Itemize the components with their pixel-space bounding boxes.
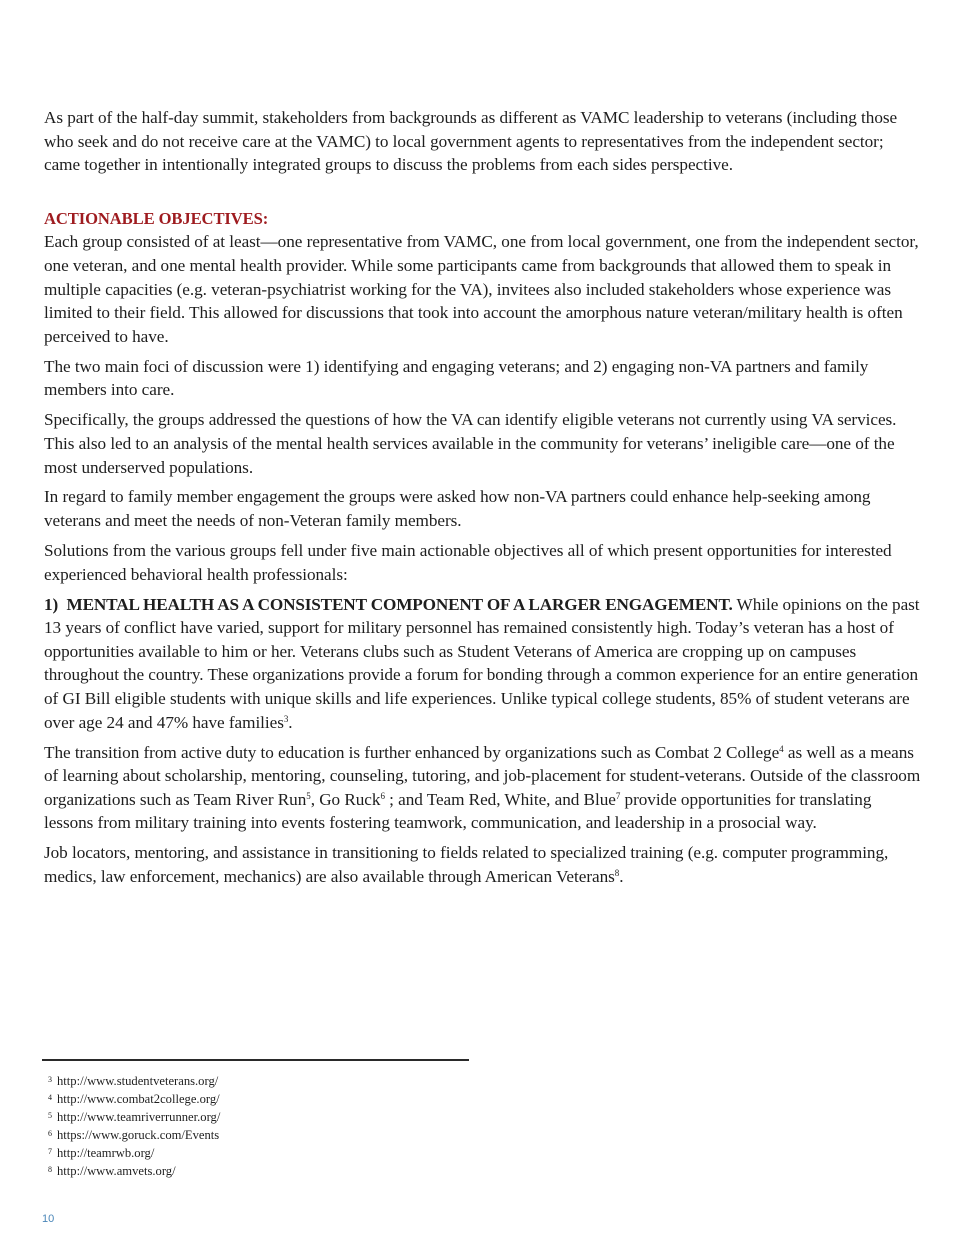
footnote-number: 5 [48, 1111, 52, 1121]
footnote-5 [48, 1109, 220, 1127]
jobs-paragraph [44, 841, 922, 888]
footnote-number: 4 [48, 1093, 52, 1103]
eligibility-paragraph: Specifically, the groups addressed the questions of how the VA can identify eligible veterans not currently using VA services. This also led to an analysis of the mental health services available in the community for veterans’ ineligible care—one of the most underserved populations. [44, 410, 897, 477]
family-engagement-paragraph: In regard to family member engagement the groups were asked how non-VA partners could enhance help-seeking among veterans and meet the needs of non-Veteran family members. [44, 487, 871, 531]
footnotes [48, 1073, 220, 1182]
footnote-ref-8[interactable]: 8 [614, 867, 620, 878]
footnote-4 [48, 1091, 220, 1109]
transition-text-d: ; and Team Red, White, and Blue [384, 789, 616, 809]
footnote-number: 8 [48, 1165, 52, 1175]
footnote-ref-5[interactable]: 5 [306, 790, 311, 801]
solutions-paragraph: Solutions from the various groups fell under five main actionable objectives all of which present opportunities for interested experienced behavioral health professionals: [44, 541, 892, 584]
footnote-3 [48, 1073, 220, 1091]
footnote-ref-3[interactable]: 3 [283, 713, 289, 724]
footnote-link[interactable]: http://teamrwb.org/ [57, 1146, 155, 1161]
discussion-foci-paragraph: The two main foci of discussion were 1) identifying and engaging veterans; and 2) engaging non-VA partners and family members into care. [44, 356, 869, 400]
footnote-6 [48, 1127, 220, 1145]
transition-text-e: provide opportunities for translating lessons from military training into events fostering teamwork, communication, and leadership in a prosocial way. [44, 789, 872, 833]
body-text [44, 106, 922, 895]
footnote-link[interactable]: http://www.teamriverrunner.org/ [57, 1110, 221, 1125]
footnote-number: 3 [48, 1075, 52, 1084]
period: . [619, 866, 624, 886]
footnote-link[interactable]: http://www.amvets.org/ [57, 1164, 176, 1179]
footnote-ref-7[interactable]: 7 [615, 790, 621, 801]
footnote-ref-4[interactable]: 4 [779, 743, 784, 754]
transition-paragraph [44, 741, 922, 835]
objective-1-number: 1) [44, 594, 59, 614]
footnote-divider [42, 1059, 469, 1061]
footnote-link[interactable]: http://www.studentveterans.org/ [57, 1074, 219, 1088]
footnote-ref-6[interactable]: 6 [380, 790, 385, 801]
footnote-link[interactable]: https://www.goruck.com/Events [57, 1128, 220, 1143]
footnote-number: 7 [48, 1147, 52, 1157]
transition-text-a: The transition from active duty to education is further enhanced by organizations such as Combat 2 College [44, 742, 780, 762]
jobs-text: Job locators, mentoring, and assistance in transitioning to fields related to specialized training (e.g. computer programming, medics, law enforcement, mechanics) are also available through American Veterans [44, 843, 889, 886]
objective-1-paragraph [44, 593, 922, 735]
footnote-8 [48, 1163, 220, 1181]
transition-text-b: as well as a means of learning about scholarship, mentoring, counseling, tutoring, and job-placement for student-veterans. Outside of the classroom organizations such as Team River Run [44, 742, 921, 809]
footnote-link[interactable]: http://www.combat2college.org/ [57, 1092, 220, 1107]
period: . [288, 712, 293, 732]
objective-1-text: While opinions on the past 13 years of conflict have varied, support for military personnel has remained consistently high. Today’s veteran has a host of opportunities available to him or her. Veterans clubs such as Student Veterans of America are cropping up on campuses throughout the country. These organizations provide a forum for bonding through a common experience for an entire generation of GI Bill eligible students with unique skills and life experiences. Unlike typical college students, 85% of student veterans are over age 24 and 47% have families [44, 594, 920, 732]
footnote-number: 6 [48, 1129, 52, 1139]
intro-paragraph: As part of the half-day summit, stakeholders from backgrounds as different as VAMC leadership to veterans (including those who seek and do not receive care at the VAMC) to local government agents to representatives from the independent sector; came together in intentionally integrated groups to discuss the problems from each sides perspective. [44, 108, 898, 175]
footnote-7 [48, 1145, 220, 1163]
objective-1-title: MENTAL HEALTH AS A CONSISTENT COMPONENT OF A LARGER ENGAGEMENT. [66, 594, 733, 614]
group-composition-paragraph: Each group consisted of at least—one representative from VAMC, one from local government, one from the independent sector, one veteran, and one mental health provider. While some participants came from backgrounds that allowed them to speak in multiple capacities (e.g. veteran-psychiatrist working for the VA), invitees also included stakeholders whose experience was limited to their field. This allowed for discussions that took into account the amorphous nature veteran/military health is often perceived to have. [44, 232, 919, 346]
transition-text-c: , Go Ruck [310, 789, 381, 809]
page-number: 10 [42, 1213, 55, 1225]
section-heading: ACTIONABLE OBJECTIVES: [44, 208, 269, 228]
